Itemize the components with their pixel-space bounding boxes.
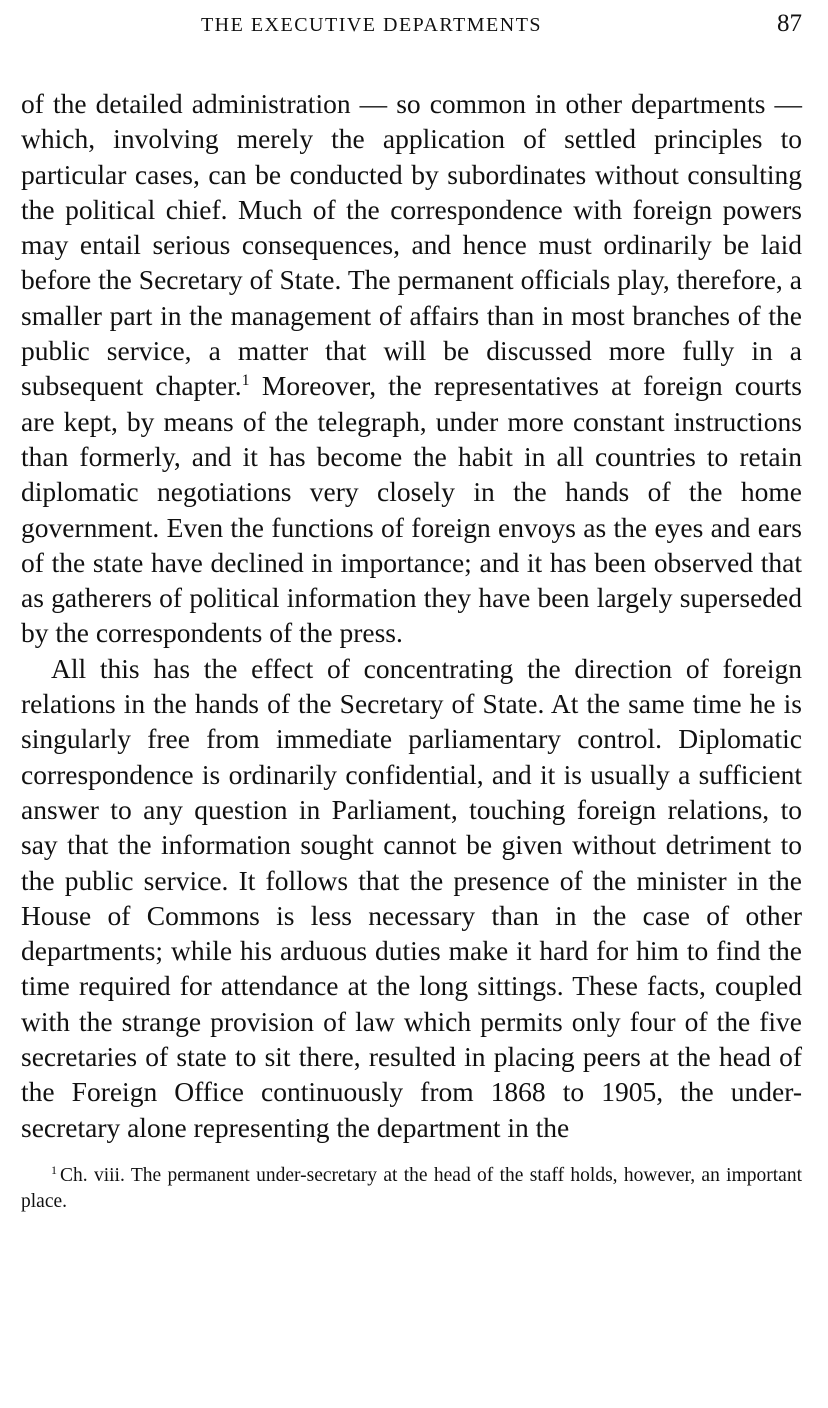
footnote-reference: 1: [241, 372, 250, 390]
footnotes: [21, 1157, 802, 1215]
footnote-text: Ch. viii. The permanent under-secretary at the head of the staff holds, however, an important place.: [21, 1164, 802, 1212]
paragraph-continued: [21, 86, 802, 651]
footnote-mark: 1: [51, 1162, 57, 1177]
footnote: [21, 1157, 802, 1215]
running-title: THE EXECUTIVE DEPARTMENTS: [200, 14, 543, 36]
book-page: [21, 10, 802, 1215]
paragraph-text: Moreover, the representatives at foreign courts are kept, by means of the telegraph, under more constant instructions than formerly, and it has become the habit in all countries to retain diplomatic negotiations very closely in the hands of the home government. Even the functions of foreign envoys as the eyes and ears of the state have declined in importance; and it has been observed that as gatherers of political information they have been largely superseded by the correspondents of the press.: [21, 370, 802, 649]
running-header: [21, 10, 802, 46]
page-number: 87: [777, 10, 802, 37]
body-text: [21, 86, 802, 1145]
paragraph-text: of the detailed administration — so common in other departments — which, involving merely the application of settled principles to particular cases, can be conducted by subordinates without consulting the political chief. Much of the correspondence with foreign powers may entail serious consequences, and hence must ordinarily be laid before the Secretary of State. The permanent officials play, therefore, a smaller part in the management of affairs than in most branches of the public service, a matter that will be discussed more fully in a subsequent chapter.: [21, 88, 802, 402]
paragraph: All this has the effect of concentrating the direction of foreign relations in the hands of the Secretary of State. At the same time he is singularly free from immediate parliamentary control. Diplomatic correspondence is ordinarily confidential, and it is usually a sufficient answer to any question in Parliament, touching foreign relations, to say that the information sought cannot be given without detriment to the public service. It follows that the presence of the minister in the House of Commons is less necessary than in the case of other departments; while his arduous duties make it hard for him to find the time required for attendance at the long sittings. These facts, coupled with the strange provision of law which permits only four of the five secretaries of state to sit there, resulted in placing peers at the head of the Foreign Office continuously from 1868 to 1905, the under-secretary alone representing the department in the: [21, 652, 802, 1143]
